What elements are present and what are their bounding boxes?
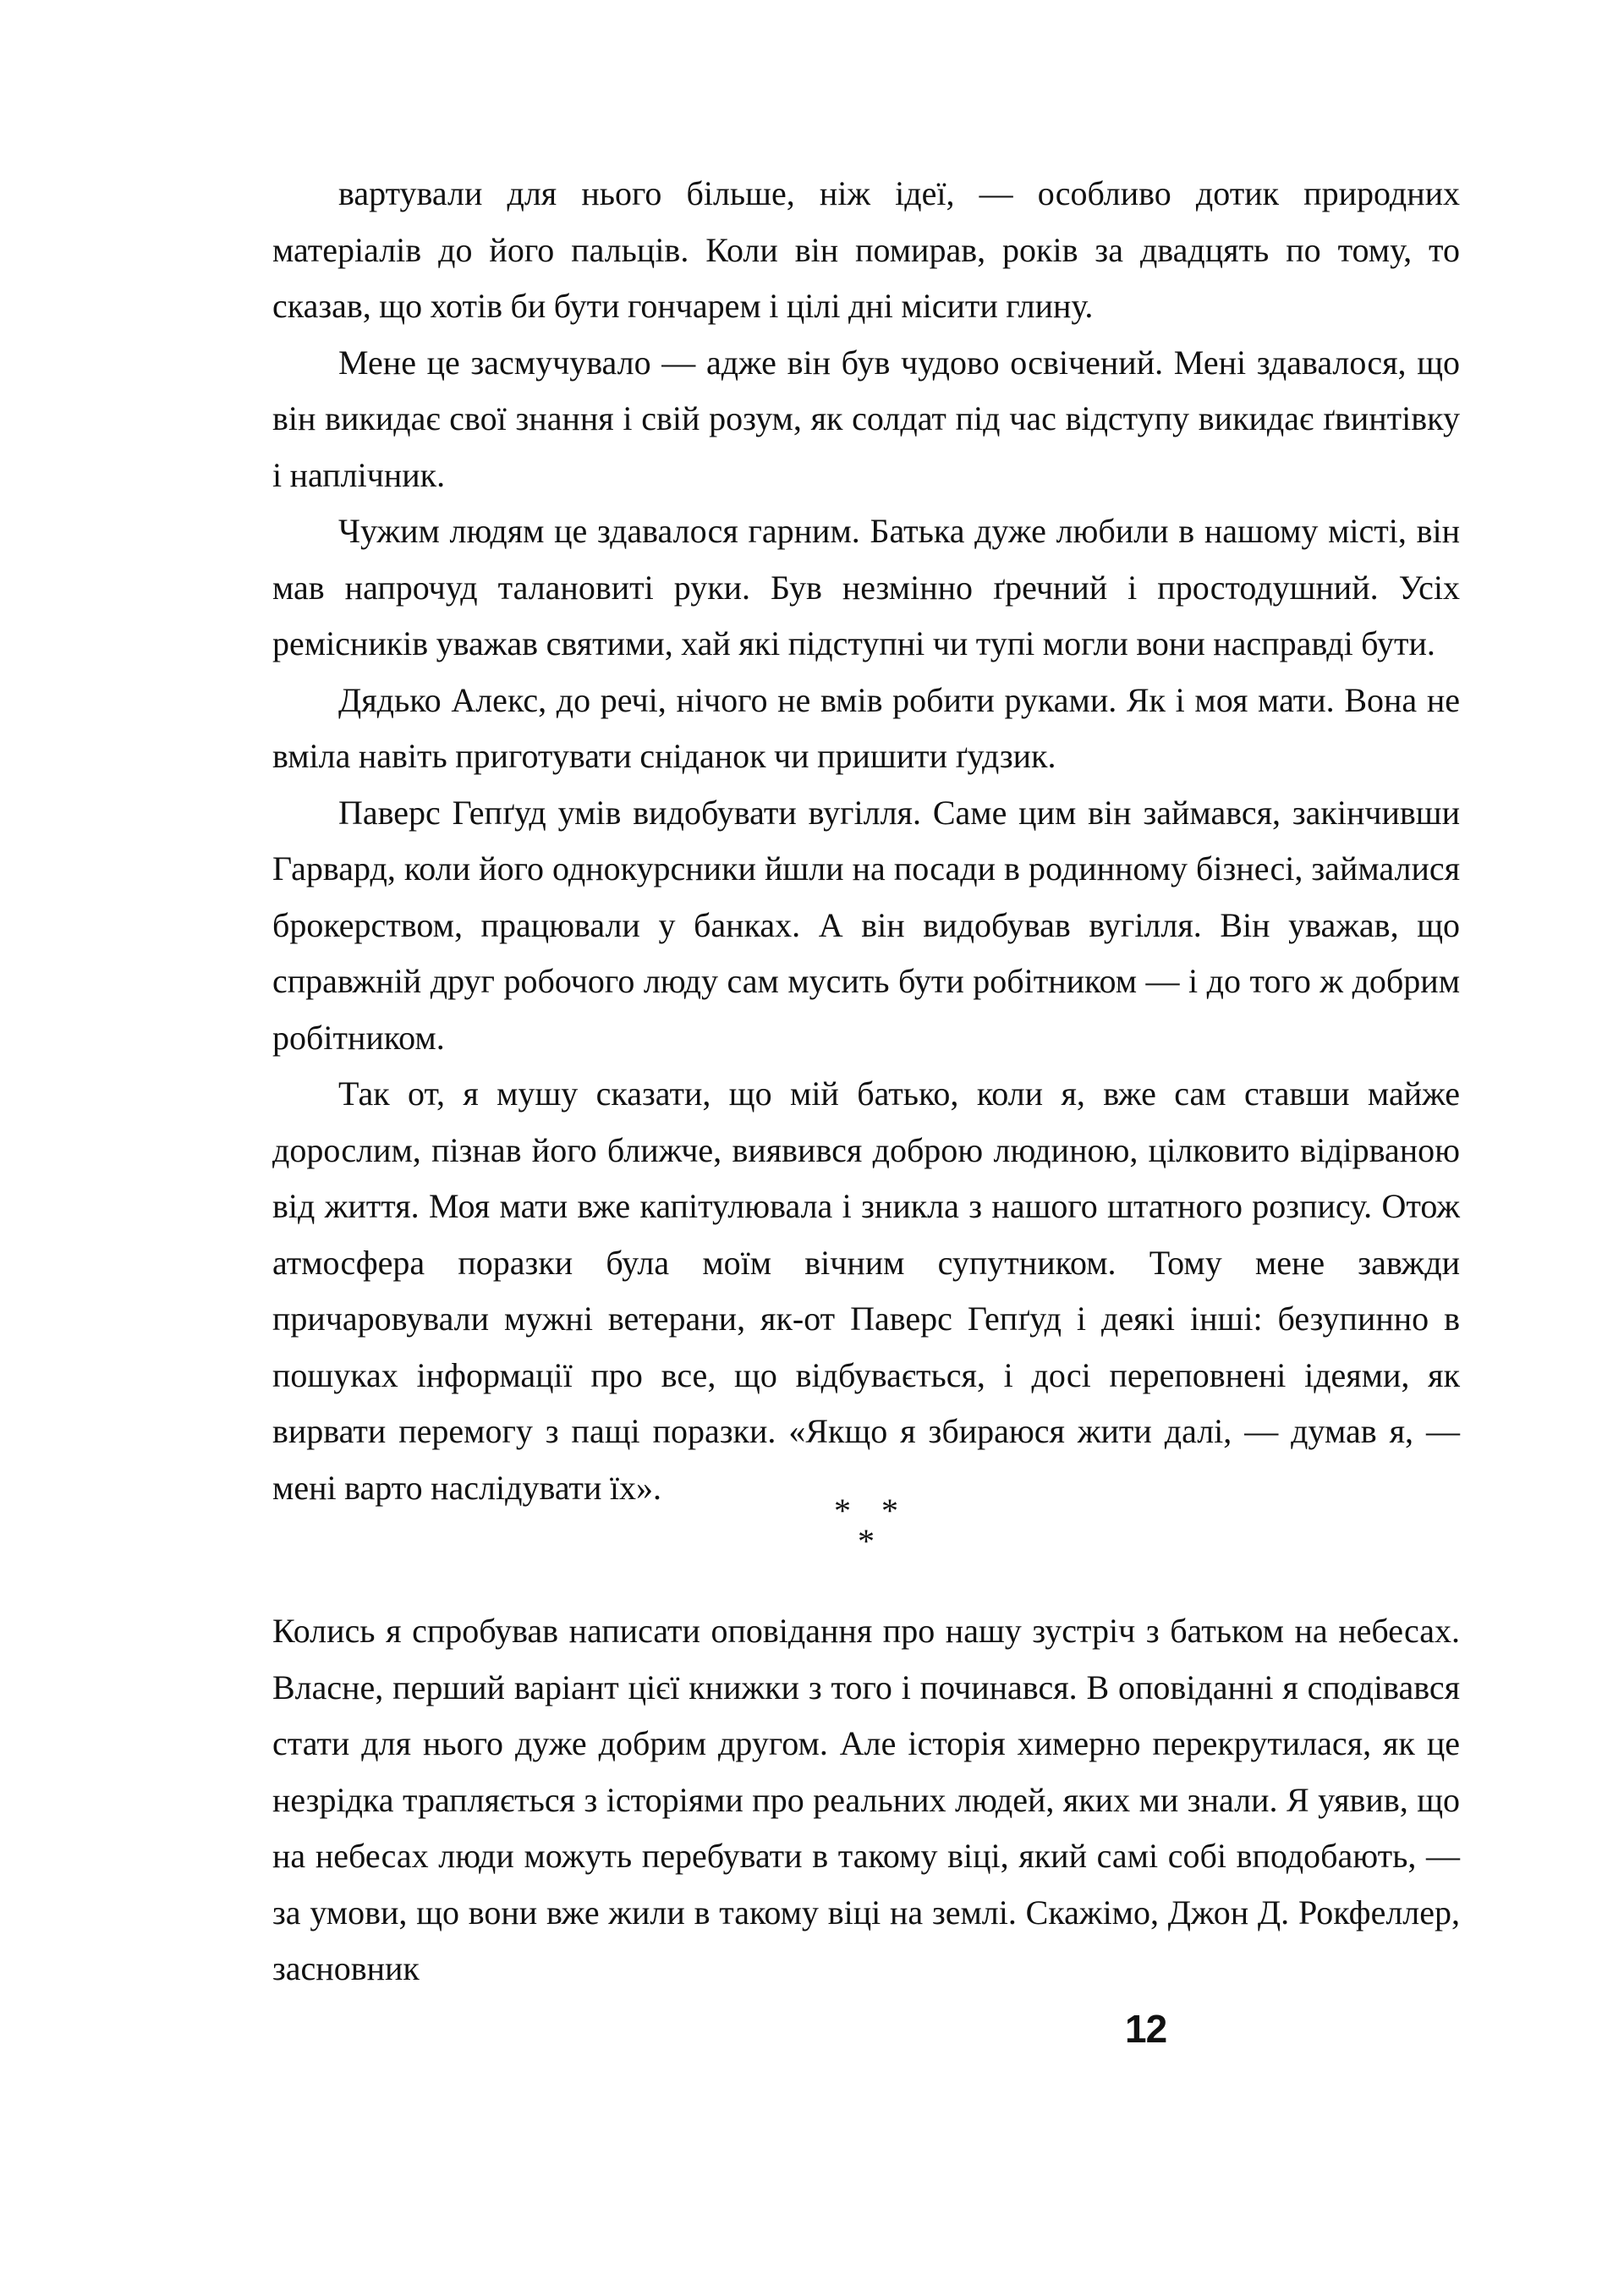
paragraph: Так от, я мушу сказати, що мій батько, коли я, вже сам ставши майже дорослим, пізнав його ближче, виявився доброю людиною, цілковито відірваною від життя. Моя мати вже капітулювала і зникла з нашого штатного розпису. Отож атмосфера поразки була моїм вічним супутником. Тому мене завжди причаровували мужні ветерани, як-от Паверс Гепґуд і деякі інші: безупинно в пошуках інформації про все, що відбувається, і досі переповнені ідеями, як вирвати перемогу з пащі поразки. «Якщо я збираюся жити далі, — думав я, — мені варто наслідувати їх». [272, 1074, 1460, 1507]
paragraph: Дядько Алекс, до речі, нічого не вмів робити руками. Як і моя мати. Вона не вміла навіть приготувати сніданок чи пришити ґудзик. [272, 680, 1460, 775]
asterisk-icon: * [834, 1492, 851, 1530]
page-text-block-after-separator [272, 1603, 1460, 1997]
asterisk-icon: * [858, 1522, 875, 1560]
paragraph: Чужим людям це здавалося гарним. Батька дуже любили в нашому місті, він мав напрочуд талановиті руки. Був незмінно ґречний і простодушний. Усіх ремісників уважав святими, хай які підступні чи тупі могли вони насправді бути. [272, 512, 1460, 662]
paragraph: Паверс Гепґуд умів видобувати вугілля. Саме цим він займався, закінчивши Гарвард, коли його однокурсники йшли на посади в родинному бізнесі, займалися брокерством, працювали у банках. А він видобував вугілля. Він уважав, що справжній друг робочого люду сам мусить бути робітником — і до того ж добрим робітником. [272, 793, 1460, 1057]
page-number: 12 [1125, 2007, 1167, 2051]
paragraph: Колись я спробував написати оповідання про нашу зустріч з батьком на небесах. Власне, перший варіант цієї книжки з того і починався. В оповіданні я сподівався стати для нього дуже добрим другом. Але історія химерно перекрутилася, як це незрідка трапляється з історіями про реальних людей, яких ми знали. Я уявив, що на небесах люди можуть перебувати в такому віці, який самі собі вподобають, — за умови, що вони вже жили в такому віці на землі. Скажімо, Джон Д. Рокфеллер, засновник [272, 1612, 1460, 1987]
asterism-glyph [815, 1489, 917, 1570]
paragraph: вартували для нього більше, ніж ідеї, — особливо дотик природних матеріалів до його пальців. Коли він помирав, років за двадцять по тому, то сказав, що хотів би бути гончарем і цілі дні місити глину. [272, 174, 1460, 325]
asterism-separator [272, 1489, 1460, 1576]
paragraph: Мене це засмучувало — адже він був чудово освічений. Мені здавалося, що він викидає свої знання і свій розум, як солдат під час відступу викидає ґвинтівку і наплічник. [272, 343, 1460, 494]
asterisk-icon: * [881, 1492, 898, 1530]
page-text-block [272, 166, 1460, 1516]
